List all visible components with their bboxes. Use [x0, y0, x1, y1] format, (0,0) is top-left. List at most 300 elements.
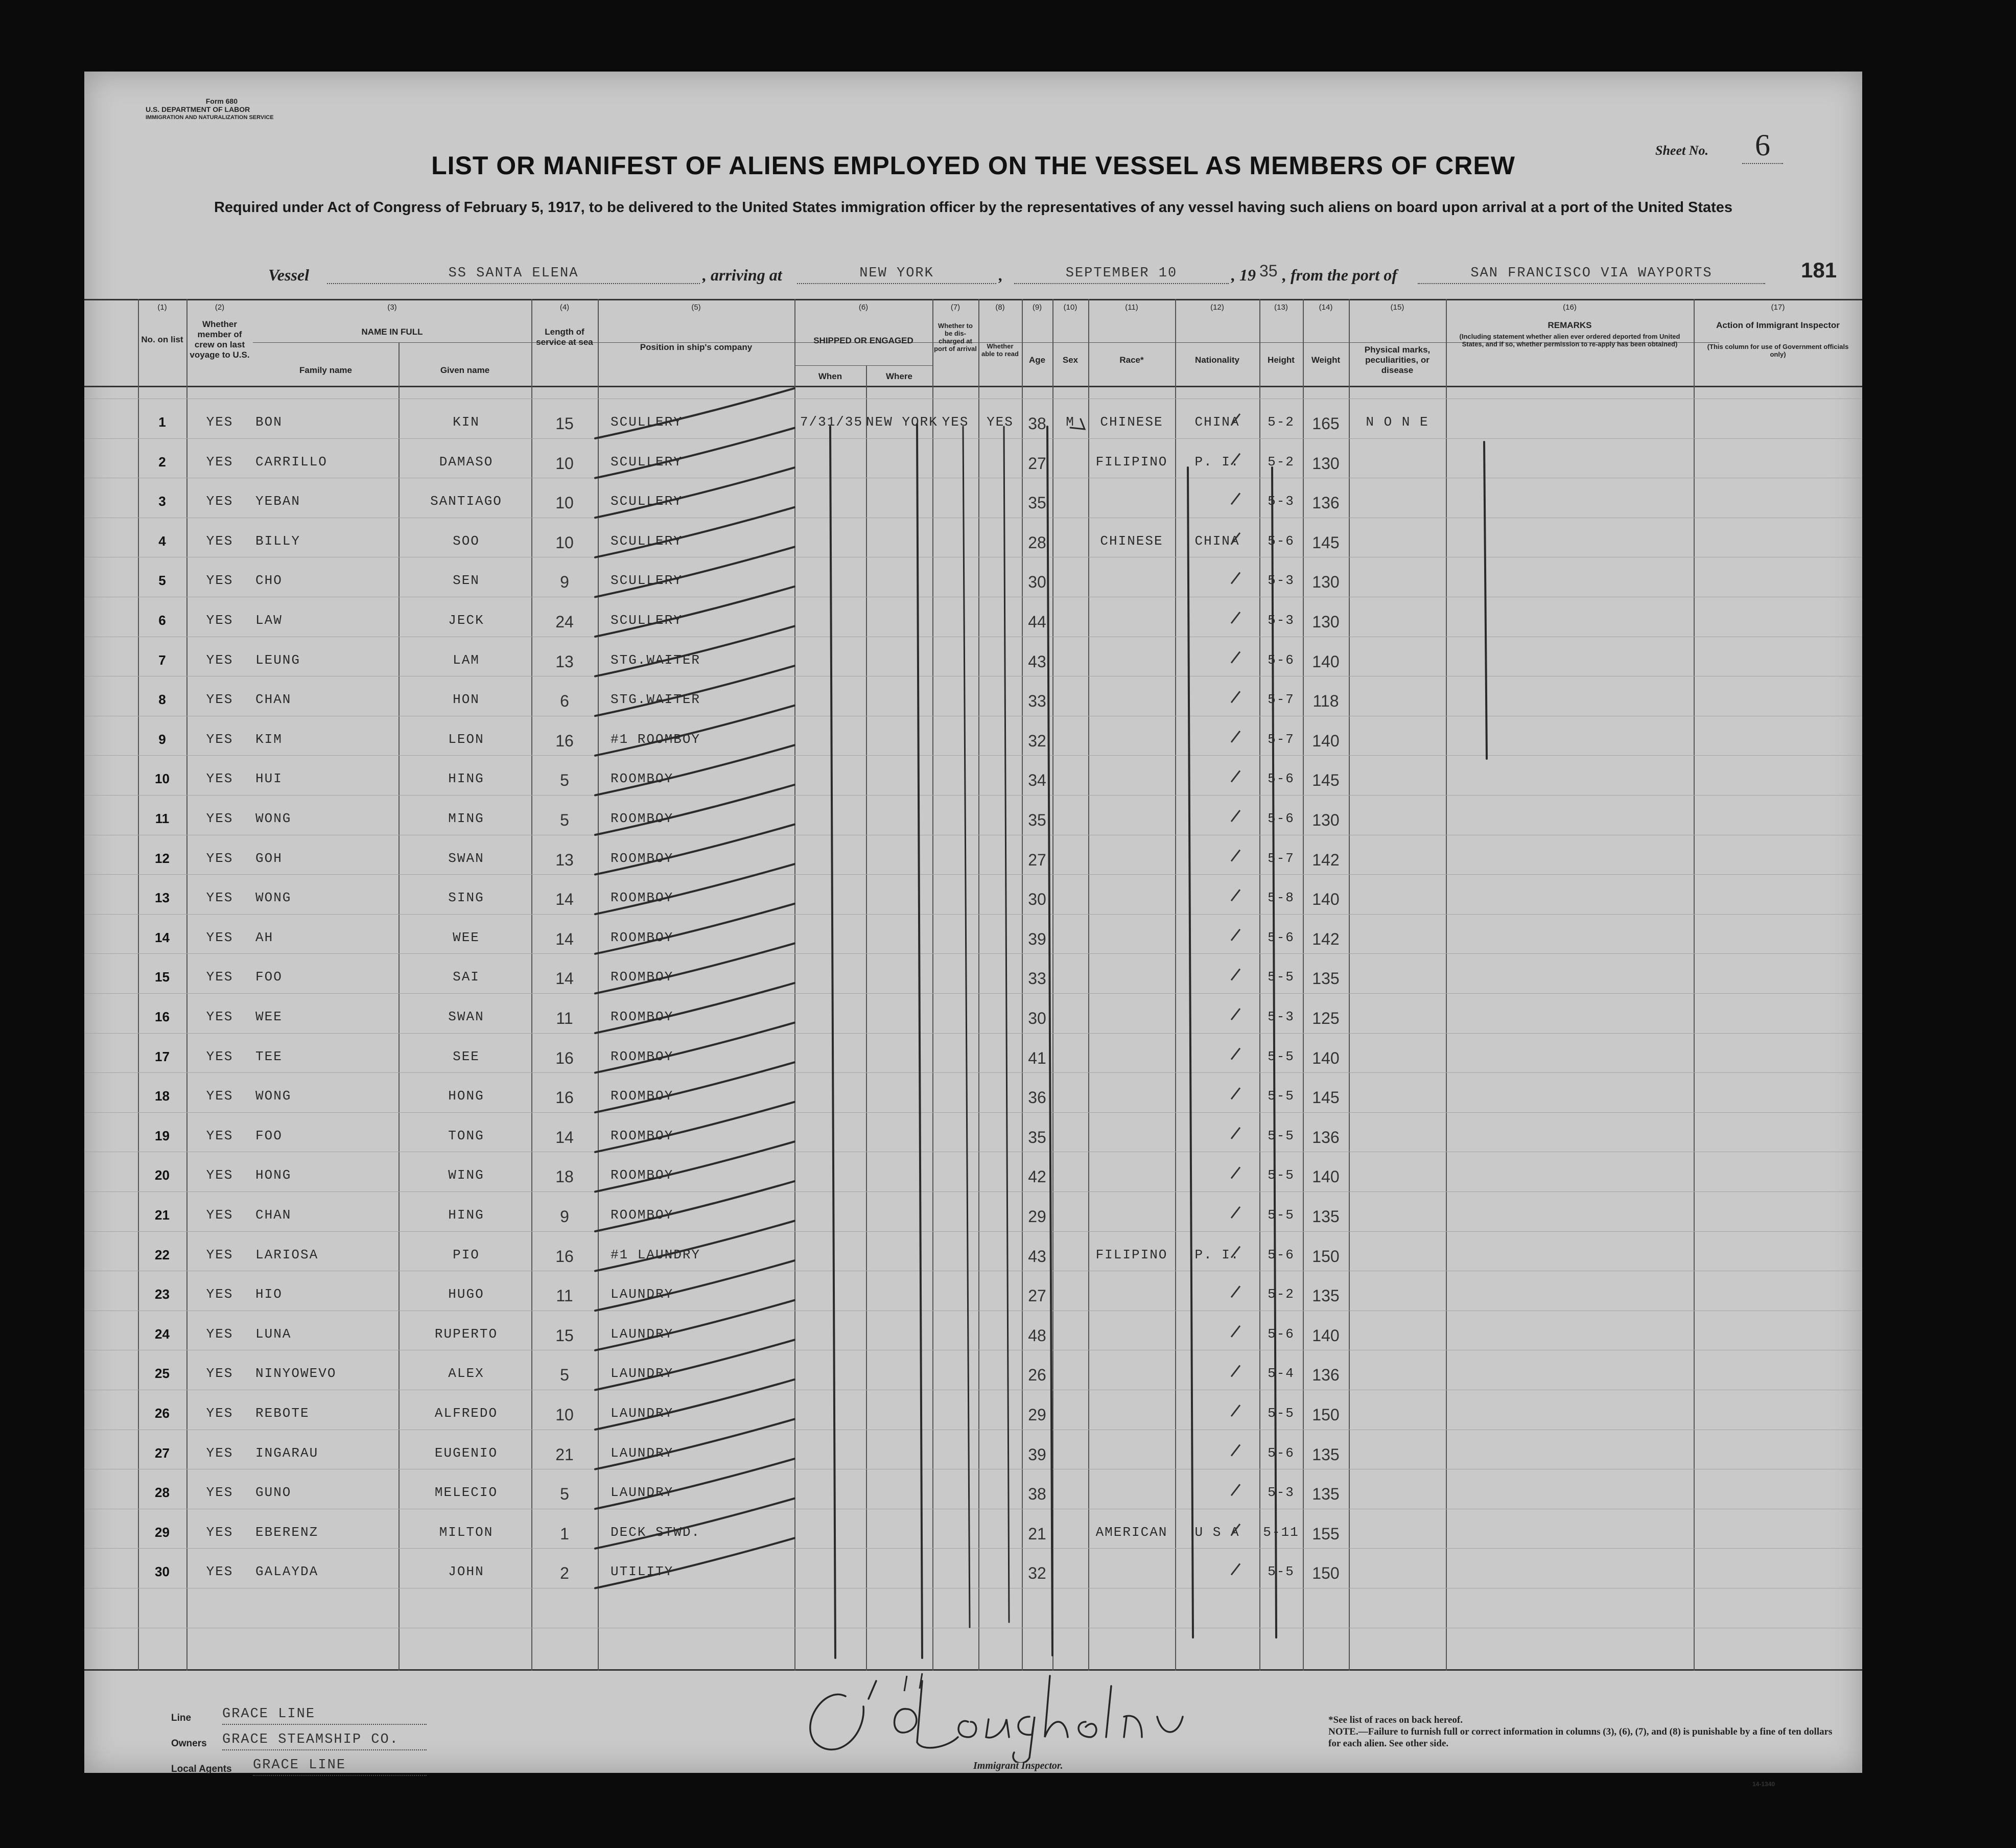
height-tick [1231, 652, 1240, 663]
cell-age: 28 [1028, 533, 1046, 552]
cell-member: YES [206, 454, 233, 470]
cell-no: 10 [155, 771, 170, 786]
check-slash [595, 1141, 794, 1191]
cell-position: ROOMBOY [611, 1088, 674, 1104]
department: U.S. DEPARTMENT OF LABOR [146, 105, 250, 113]
cell-family: LEUNG [255, 652, 301, 668]
cell-given: MING [448, 811, 484, 826]
cell-weight: 155 [1312, 1525, 1340, 1543]
cell-position: ROOMBOY [611, 1009, 674, 1024]
cell-read: YES [987, 414, 1014, 430]
cell-family: WONG [255, 811, 292, 826]
cell-age: 33 [1028, 969, 1046, 988]
cell-position: LAUNDRY [611, 1406, 674, 1421]
cell-family: LARIOSA [255, 1247, 319, 1262]
cell-nationality: P. I. [1194, 1247, 1240, 1262]
cell-given: KIN [453, 414, 480, 430]
cell-member: YES [206, 1445, 233, 1461]
cell-family: CARRILLO [255, 454, 327, 470]
cell-family: CHAN [255, 692, 292, 707]
sheet-label: Sheet No. [1655, 143, 1708, 158]
check-slash [595, 666, 794, 716]
cell-given: HON [453, 692, 480, 707]
cell-height: 5-7 [1268, 692, 1295, 707]
cell-given: SANTIAGO [430, 494, 502, 509]
cell-family: CHO [255, 573, 283, 588]
cell-family: FOO [255, 1128, 283, 1143]
cell-weight: 145 [1312, 1088, 1340, 1107]
height-tick [1231, 612, 1240, 623]
check-slash [595, 1300, 794, 1350]
cell-no: 2 [158, 454, 166, 470]
cell-length: 10 [555, 533, 574, 552]
height-tick [1231, 810, 1240, 822]
cell-no: 5 [158, 573, 166, 588]
agents-value: GRACE LINE [253, 1758, 427, 1776]
cell-no: 18 [155, 1088, 170, 1104]
cell-length: 21 [555, 1445, 574, 1464]
height-tick [1231, 929, 1240, 941]
cell-family: YEBAN [255, 494, 301, 509]
cell-nationality: P. I. [1194, 454, 1240, 470]
cell-no: 8 [158, 692, 166, 707]
cell-given: WING [448, 1167, 484, 1183]
height-tick [1231, 1167, 1240, 1178]
col-num-3: (3) [387, 303, 397, 312]
cell-height: 5-5 [1268, 969, 1295, 985]
arrival-year: 35 [1259, 262, 1278, 280]
col-num-1: (1) [157, 303, 167, 312]
cell-weight: 136 [1312, 1128, 1340, 1147]
cell-given: MILTON [439, 1525, 494, 1540]
cell-weight: 136 [1312, 1366, 1340, 1384]
cell-length: 5 [560, 771, 569, 789]
cell-position: #1 ROOMBOY [611, 732, 701, 747]
cell-height: 5-6 [1268, 1445, 1295, 1461]
cell-height: 5-2 [1268, 1286, 1295, 1302]
cell-no: 4 [158, 533, 166, 549]
cell-family: WONG [255, 1088, 292, 1104]
check-slash [595, 706, 794, 756]
height-tick [1231, 1326, 1240, 1337]
height-tick [1231, 533, 1240, 544]
col-num-5: (5) [691, 303, 701, 312]
cell-age: 27 [1028, 454, 1046, 473]
cell-family: LUNA [255, 1326, 292, 1342]
cell-length: 10 [555, 494, 574, 512]
cell-age: 39 [1028, 1445, 1046, 1464]
height-tick [1231, 1286, 1240, 1297]
col-num-14: (14) [1319, 303, 1333, 312]
cell-length: 11 [556, 1286, 573, 1305]
cell-length: 2 [560, 1564, 569, 1582]
header-age: Age [1028, 355, 1046, 365]
cell-no: 7 [158, 652, 166, 668]
inspector-signature [754, 1660, 1213, 1763]
cell-age: 32 [1028, 1564, 1046, 1582]
cell-height: 5-11 [1263, 1525, 1299, 1540]
cell-no: 15 [155, 969, 170, 985]
cell-length: 18 [555, 1167, 574, 1186]
cell-race: FILIPINO [1095, 1247, 1168, 1262]
cell-length: 5 [560, 1485, 569, 1503]
cell-weight: 140 [1312, 1049, 1340, 1067]
height-tick [1231, 850, 1240, 861]
col-num-9: (9) [1032, 303, 1042, 312]
height-tick [1231, 1128, 1240, 1139]
cell-weight: 165 [1312, 414, 1340, 433]
cell-height: 5-7 [1268, 851, 1295, 866]
cell-height: 5-6 [1268, 652, 1295, 668]
service-name: IMMIGRATION AND NATURALIZATION SERVICE [146, 114, 274, 121]
cell-when: 7/31/35 [800, 414, 863, 430]
check-slash [595, 1181, 794, 1231]
cell-length: 16 [555, 732, 574, 750]
cell-no: 11 [155, 811, 170, 826]
cell-weight: 150 [1312, 1564, 1340, 1582]
cell-height: 5-6 [1268, 1247, 1295, 1262]
cell-weight: 130 [1312, 454, 1340, 473]
height-tick [1231, 1365, 1240, 1376]
cell-given: LEON [448, 732, 484, 747]
cell-member: YES [206, 1564, 233, 1579]
cell-height: 5-6 [1268, 1326, 1295, 1342]
cell-member: YES [206, 1326, 233, 1342]
col-num-10: (10) [1063, 303, 1077, 312]
cell-given: HUGO [448, 1286, 484, 1302]
cell-family: EBERENZ [255, 1525, 319, 1540]
cell-family: GALAYDA [255, 1564, 319, 1579]
cell-given: DAMASO [439, 454, 494, 470]
cell-age: 34 [1028, 771, 1046, 789]
check-slash [595, 745, 794, 795]
check-slash [595, 388, 794, 438]
cell-member: YES [206, 1049, 233, 1064]
cell-family: TEE [255, 1049, 283, 1064]
cell-no: 25 [155, 1366, 170, 1381]
cell-position: ROOMBOY [611, 771, 674, 786]
col-num-16: (16) [1563, 303, 1577, 312]
cell-length: 14 [555, 1128, 574, 1147]
cell-length: 15 [555, 414, 574, 433]
cell-length: 14 [555, 890, 574, 908]
cell-member: YES [206, 1009, 233, 1024]
cell-height: 5-6 [1268, 930, 1295, 945]
vessel-label: Vessel [268, 266, 309, 284]
cell-position: SCULLERY [611, 533, 683, 549]
cell-member: YES [206, 1088, 233, 1104]
height-tick [1231, 1484, 1240, 1495]
header-action: Action of Immigrant Inspector [1716, 320, 1840, 330]
cell-given: JOHN [448, 1564, 484, 1579]
header-remarks: REMARKS [1548, 320, 1592, 330]
inspector-label: Immigrant Inspector. [973, 1760, 1063, 1771]
cell-given: LAM [453, 652, 480, 668]
cell-weight: 135 [1312, 1485, 1340, 1503]
cell-position: SCULLERY [611, 573, 683, 588]
cell-position: ROOMBOY [611, 851, 674, 866]
col-num-2: (2) [215, 303, 225, 312]
cell-no: 12 [155, 851, 170, 866]
check-slash [595, 1499, 794, 1549]
cell-no: 19 [155, 1128, 170, 1143]
cell-no: 22 [155, 1247, 170, 1262]
cell-member: YES [206, 771, 233, 786]
cell-height: 5-6 [1268, 533, 1295, 549]
form-identifier [146, 97, 350, 122]
cell-position: #1 LAUNDRY [611, 1247, 701, 1262]
cell-physical: N O N E [1366, 414, 1429, 430]
header-physical: Physical marks, peculiarities, or disease [1364, 345, 1431, 375]
check-slash [595, 1379, 794, 1430]
cell-family: WEE [255, 1009, 283, 1024]
cell-age: 30 [1028, 1009, 1046, 1027]
cell-no: 1 [158, 414, 166, 430]
check-slash [595, 1102, 794, 1152]
height-tick [1231, 1048, 1240, 1060]
check-slash [595, 864, 794, 914]
cell-no: 28 [155, 1485, 170, 1500]
cell-age: 44 [1028, 613, 1046, 631]
cell-family: BILLY [255, 533, 301, 549]
cell-member: YES [206, 732, 233, 747]
check-slash [595, 1459, 794, 1509]
cell-member: YES [206, 1167, 233, 1183]
cell-position: SCULLERY [611, 613, 683, 628]
arriving-port: NEW YORK [797, 266, 996, 284]
line-label: Line [171, 1713, 192, 1723]
cell-given: MELECIO [434, 1485, 498, 1500]
check-slash [595, 1260, 794, 1311]
cell-weight: 145 [1312, 771, 1340, 789]
height-tick [1231, 1524, 1240, 1535]
check-slash [595, 467, 794, 518]
check-slash [595, 1023, 794, 1073]
cell-height: 5-3 [1268, 494, 1295, 509]
cell-position: ROOMBOY [611, 969, 674, 985]
cell-weight: 150 [1312, 1406, 1340, 1424]
cell-no: 14 [155, 930, 170, 945]
cell-length: 10 [555, 1406, 574, 1424]
cell-height: 5-6 [1268, 811, 1295, 826]
cell-position: STG.WAITER [611, 692, 701, 707]
cell-position: ROOMBOY [611, 1049, 674, 1064]
height-tick [1231, 1088, 1240, 1099]
cell-no: 20 [155, 1167, 170, 1183]
check-slash [595, 1538, 794, 1588]
header-able-read: Whether able to read [981, 342, 1019, 358]
cell-height: 5-7 [1268, 732, 1295, 747]
header-when: When [818, 371, 842, 381]
header-sex: Sex [1062, 355, 1079, 365]
cell-no: 3 [158, 494, 166, 509]
cell-no: 27 [155, 1445, 170, 1461]
cell-height: 5-5 [1268, 1088, 1295, 1104]
check-slash [595, 943, 794, 993]
cell-age: 29 [1028, 1207, 1046, 1226]
cell-height: 5-5 [1268, 1167, 1295, 1183]
cell-length: 13 [555, 851, 574, 869]
cell-position: ROOMBOY [611, 1207, 674, 1223]
cell-member: YES [206, 573, 233, 588]
cell-position: ROOMBOY [611, 890, 674, 905]
height-tick [1231, 890, 1240, 901]
year-prefix: , 19 [1231, 266, 1256, 284]
col-num-7: (7) [950, 303, 960, 312]
header-remarks-note: (Including statement whether alien ever ordered deported from United States, and if so, whether permission to re-apply has been obtained) [1459, 333, 1680, 348]
cell-length: 16 [555, 1247, 574, 1266]
cell-length: 24 [555, 613, 574, 631]
cell-length: 1 [560, 1525, 569, 1543]
col-num-4: (4) [559, 303, 570, 312]
arriving-label: , arriving at [702, 266, 782, 284]
cell-family: REBOTE [255, 1406, 310, 1421]
cell-member: YES [206, 890, 233, 905]
header-weight: Weight [1311, 355, 1341, 365]
cell-length: 16 [555, 1049, 574, 1067]
cell-given: HING [448, 771, 484, 786]
header-discharged: Whether to be dis-charged at port of arrival [934, 322, 977, 353]
cell-age: 27 [1028, 851, 1046, 869]
cell-age: 43 [1028, 652, 1046, 671]
cell-family: HUI [255, 771, 283, 786]
cell-given: PIO [453, 1247, 480, 1262]
check-slash [595, 626, 794, 676]
cell-given: SEN [453, 573, 480, 588]
cell-age: 35 [1028, 811, 1046, 829]
cell-position: UTILITY [611, 1564, 674, 1579]
header-race: Race* [1119, 355, 1144, 365]
col-num-11: (11) [1125, 303, 1138, 312]
cell-age: 21 [1028, 1525, 1046, 1543]
cell-no: 21 [155, 1207, 170, 1223]
cell-family: BON [255, 414, 283, 430]
check-slash [595, 587, 794, 637]
cell-race: CHINESE [1100, 414, 1163, 430]
document-title: LIST OR MANIFEST OF ALIENS EMPLOYED ON THE VESSEL AS MEMBERS OF CREW [431, 151, 1515, 180]
height-tick [1231, 1445, 1240, 1456]
cell-position: ROOMBOY [611, 930, 674, 945]
cell-given: SING [448, 890, 484, 905]
cell-race: FILIPINO [1095, 454, 1168, 470]
from-label: , from the port of [1282, 266, 1397, 284]
header-height: Height [1268, 355, 1295, 365]
cell-given: SEE [453, 1049, 480, 1064]
cell-weight: 130 [1312, 811, 1340, 829]
cell-age: 27 [1028, 1286, 1046, 1305]
cell-family: CHAN [255, 1207, 292, 1223]
line-value: GRACE LINE [222, 1706, 427, 1725]
col-num-15: (15) [1390, 303, 1404, 312]
document-subtitle: Required under Act of Congress of February 5, 1917, to be delivered to the United States immigration officer by the representatives of any vessel having such aliens on board upon arrival at a port of the United States [214, 199, 1733, 216]
cell-weight: 140 [1312, 1326, 1340, 1345]
height-tick [1231, 572, 1240, 583]
cell-member: YES [206, 851, 233, 866]
owners-value: GRACE STEAMSHIP CO. [222, 1732, 427, 1750]
races-note: *See list of races on back hereof. [1328, 1715, 1463, 1725]
cell-weight: 140 [1312, 1167, 1340, 1186]
cell-position: DECK STWD. [611, 1525, 701, 1540]
cell-height: 5-5 [1268, 1049, 1295, 1064]
cell-position: ROOMBOY [611, 1167, 674, 1183]
form-number: Form 680 [205, 97, 238, 105]
cell-no: 26 [155, 1406, 170, 1421]
cell-given: SWAN [448, 851, 484, 866]
cell-member: YES [206, 811, 233, 826]
cell-length: 9 [560, 1207, 569, 1226]
cell-weight: 142 [1312, 930, 1340, 948]
cell-family: NINYOWEVO [255, 1366, 337, 1381]
cell-height: 5-5 [1268, 1406, 1295, 1421]
header-name-in-full: NAME IN FULL [361, 327, 423, 337]
cell-position: LAUNDRY [611, 1445, 674, 1461]
cell-age: 38 [1028, 1485, 1046, 1503]
cell-position: LAUNDRY [611, 1366, 674, 1381]
header-family-name: Family name [299, 365, 352, 375]
cell-age: 41 [1028, 1049, 1046, 1067]
cell-family: KIM [255, 732, 283, 747]
height-tick [1231, 691, 1240, 703]
check-slash [595, 507, 794, 557]
cell-no: 13 [155, 890, 170, 905]
col-num-6: (6) [858, 303, 869, 312]
cell-weight: 150 [1312, 1247, 1340, 1266]
cell-weight: 145 [1312, 533, 1340, 552]
cell-height: 5-3 [1268, 573, 1295, 588]
cell-position: STG.WAITER [611, 652, 701, 668]
cell-age: 43 [1028, 1247, 1046, 1266]
cell-height: 5-3 [1268, 1485, 1295, 1500]
header-member-last-voyage: Whether member of crew on last voyage to U.S. [190, 319, 250, 360]
cell-no: 17 [155, 1049, 170, 1064]
cell-given: HONG [448, 1088, 484, 1104]
cell-nationality: U S A [1194, 1525, 1240, 1540]
check-slash [595, 825, 794, 875]
comma: , [999, 266, 1003, 284]
cell-height: 5-8 [1268, 890, 1295, 905]
cell-weight: 135 [1312, 1286, 1340, 1305]
cell-member: YES [206, 1247, 233, 1262]
cell-nationality: CHINA [1194, 533, 1240, 549]
cell-length: 10 [555, 454, 574, 473]
cell-weight: 140 [1312, 890, 1340, 908]
check-slash [595, 1221, 794, 1271]
cell-length: 5 [560, 1366, 569, 1384]
cell-given: HING [448, 1207, 484, 1223]
cell-no: 16 [155, 1009, 170, 1024]
cell-weight: 135 [1312, 969, 1340, 988]
cell-height: 5-2 [1268, 414, 1295, 430]
cell-age: 36 [1028, 1088, 1046, 1107]
header-no-on-list: No. on list [141, 335, 183, 344]
height-tick [1231, 454, 1240, 465]
cell-position: LAUNDRY [611, 1286, 674, 1302]
arrival-date: SEPTEMBER 10 [1014, 266, 1229, 284]
check-slash [595, 983, 794, 1033]
cell-weight: 135 [1312, 1445, 1340, 1464]
cell-nationality: CHINA [1194, 414, 1240, 430]
cell-weight: 136 [1312, 494, 1340, 512]
cell-height: 5-4 [1268, 1366, 1295, 1381]
cell-member: YES [206, 1525, 233, 1540]
cell-no: 6 [158, 613, 166, 628]
owners-label: Owners [171, 1738, 207, 1749]
col-num-8: (8) [995, 303, 1005, 312]
departure-port: SAN FRANCISCO VIA WAYPORTS [1418, 266, 1765, 284]
cell-age: 32 [1028, 732, 1046, 750]
cell-age: 39 [1028, 930, 1046, 948]
crew-table [84, 299, 1862, 1671]
